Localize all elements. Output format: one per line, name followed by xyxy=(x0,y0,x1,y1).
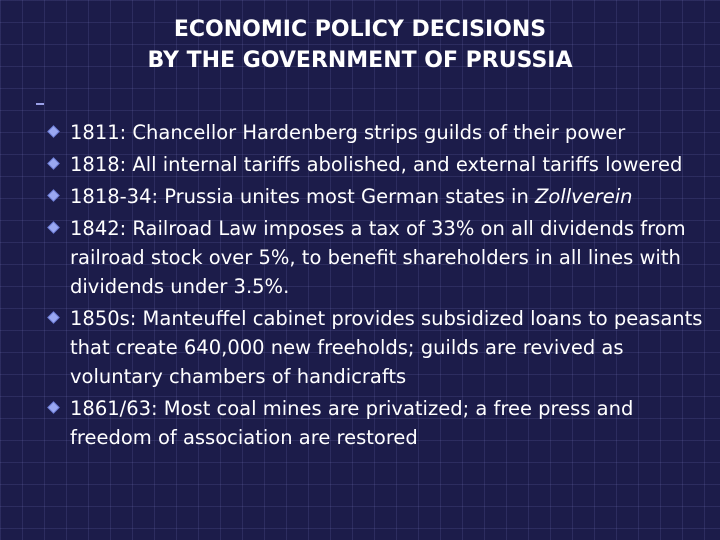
diamond-bullet-icon xyxy=(49,191,59,201)
diamond-bullet-icon xyxy=(49,403,59,413)
bullet-item xyxy=(46,304,706,391)
bullet-item xyxy=(46,118,706,147)
diamond-bullet-icon xyxy=(49,313,59,323)
bullet-text: 1850s: Manteuffel cabinet provides subsidized loans to peasants that create 640,000 new freeholds; guilds are revived as voluntary chambers of handicrafts xyxy=(70,307,703,388)
title-line-2: BY THE GOVERNMENT OF PRUSSIA xyxy=(147,48,573,73)
bullet-emphasis: Zollverein xyxy=(535,185,633,208)
bullet-text: 1811: Chancellor Hardenberg strips guilds of their power xyxy=(70,121,626,144)
bullet-item xyxy=(46,150,706,179)
bullet-list xyxy=(46,118,706,455)
bullet-item xyxy=(46,394,706,452)
decorative-mark xyxy=(36,103,44,105)
bullet-item xyxy=(46,214,706,301)
bullet-text: 1842: Railroad Law imposes a tax of 33% on all dividends from railroad stock over 5%, to benefit shareholders in all lines with dividends under 3.5%. xyxy=(70,217,686,298)
bullet-item xyxy=(46,182,706,211)
slide-title xyxy=(0,14,720,76)
bullet-text: 1861/63: Most coal mines are privatized; a free press and freedom of association are restored xyxy=(70,397,634,449)
bullet-text: 1818-34: Prussia unites most German states in xyxy=(70,185,536,208)
bullet-text: 1818: All internal tariffs abolished, and external tariffs lowered xyxy=(70,153,683,176)
title-line-1: ECONOMIC POLICY DECISIONS xyxy=(173,17,547,42)
diamond-bullet-icon xyxy=(49,223,59,233)
diamond-bullet-icon xyxy=(49,127,59,137)
diamond-bullet-icon xyxy=(49,159,59,169)
